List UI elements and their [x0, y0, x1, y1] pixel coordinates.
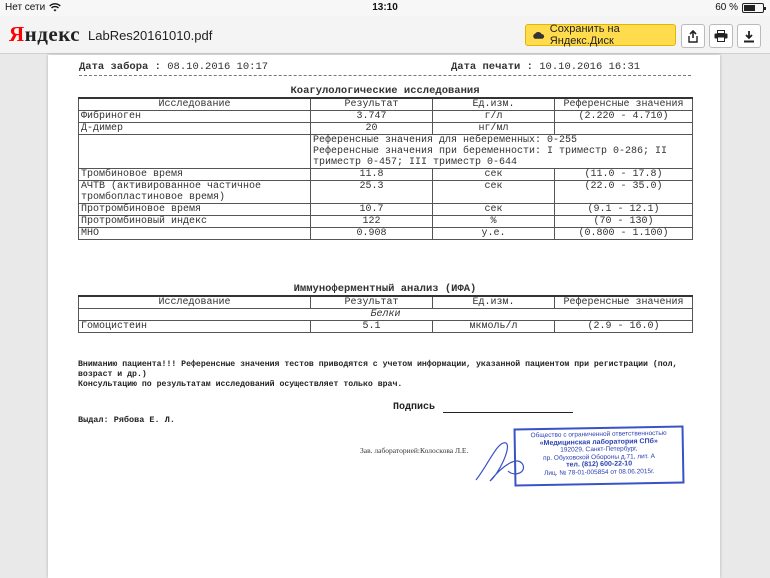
battery-percent: 60 % [715, 2, 738, 13]
ifa-table [78, 295, 693, 333]
head-of-lab: Зав. лабораторией:Колоскова Л.Е. [360, 446, 469, 455]
ddimer-note-2: Референсные значения при беременности: I триместр 0-286; II триместр 0-457; III триместр 0-644 [313, 146, 668, 168]
col-unit: Ед.изм. [433, 98, 555, 111]
lab-stamp: Общество с ограниченной ответственностью «Медицинская лаборатория СПб» 192029, Санкт-Петербург, пр. Обуховской Обороны д.71, лит. А тел. (812) 600-22-10 Лиц. № 78-01-005854 от 08.06.2015г. [514, 426, 685, 487]
file-name: LabRes20161010.pdf [88, 28, 213, 43]
ifa-title: Иммуноферментный анализ (ИФА) [293, 283, 477, 295]
print-button[interactable] [709, 24, 733, 48]
print-date: Дата печати : 10.10.2016 16:31 [451, 61, 641, 73]
table-row: Д-димер 20 нг/мл [79, 123, 693, 135]
save-button-label: Сохранить на Яндекс.Диск [549, 23, 620, 47]
table-row: Тромбиновое время 11.8 сек (11.0 - 17.8) [79, 169, 693, 181]
app-toolbar [0, 16, 770, 54]
print-icon [714, 30, 728, 42]
patient-notice: Вниманию пациента!!! Референсные значения тестов приводятся с учетом информации, указанной пациентом при регистрации (пол, возраст и др.) [78, 360, 678, 379]
status-bar [0, 0, 770, 16]
col-test: Исследование [79, 98, 311, 111]
table-row: Фибриноген 3.747 г/л (2.220 - 4.710) [79, 111, 693, 123]
group-row: Белки [79, 309, 693, 321]
download-icon [743, 30, 755, 43]
share-icon [687, 30, 699, 43]
table-row: МНО 0.908 у.е. (0.800 - 1.100) [79, 228, 693, 240]
yandex-logo[interactable]: Яндекс [9, 22, 81, 46]
col-ref: Референсные значения [555, 98, 693, 111]
disk-icon [532, 31, 545, 40]
table-row: Протромбиновое время 10.7 сек (9.1 - 12.1) [79, 204, 693, 216]
col-result: Результат [311, 98, 433, 111]
table-row: Гомоцистеин 5.1 мкмоль/л (2.9 - 16.0) [79, 321, 693, 333]
coag-table [78, 97, 693, 240]
consult-notice: Консультацию по результатам исследований осуществляет только врач. [78, 380, 403, 389]
table-row: АЧТВ (активированное частичное тромбопластиновое время) 25.3 сек (22.0 - 35.0) [79, 181, 693, 204]
table-header: Исследование Результат Ед.изм. Референсные значения [79, 296, 693, 309]
share-button[interactable] [681, 24, 705, 48]
table-header [79, 98, 693, 111]
issued-by: Выдал: Рябова Е. Л. [78, 415, 175, 425]
sample-date: Дата забора : 08.10.2016 10:17 [79, 61, 269, 73]
ddimer-note-row [79, 135, 693, 169]
battery-icon [742, 3, 764, 13]
network-status: Нет сети [5, 2, 46, 13]
coag-title: Коагулологические исследования [290, 85, 480, 97]
divider [79, 75, 691, 76]
ddimer-note-1: Референсные значения для небеременных: 0-255 [313, 135, 578, 146]
pdf-page [48, 55, 720, 578]
download-button[interactable] [737, 24, 761, 48]
table-row: Протромбиновый индекс 122 % (70 - 130) [79, 216, 693, 228]
save-to-disk-button[interactable] [525, 24, 676, 46]
clock: 13:10 [372, 2, 398, 13]
signature-field: Подпись [393, 402, 573, 413]
